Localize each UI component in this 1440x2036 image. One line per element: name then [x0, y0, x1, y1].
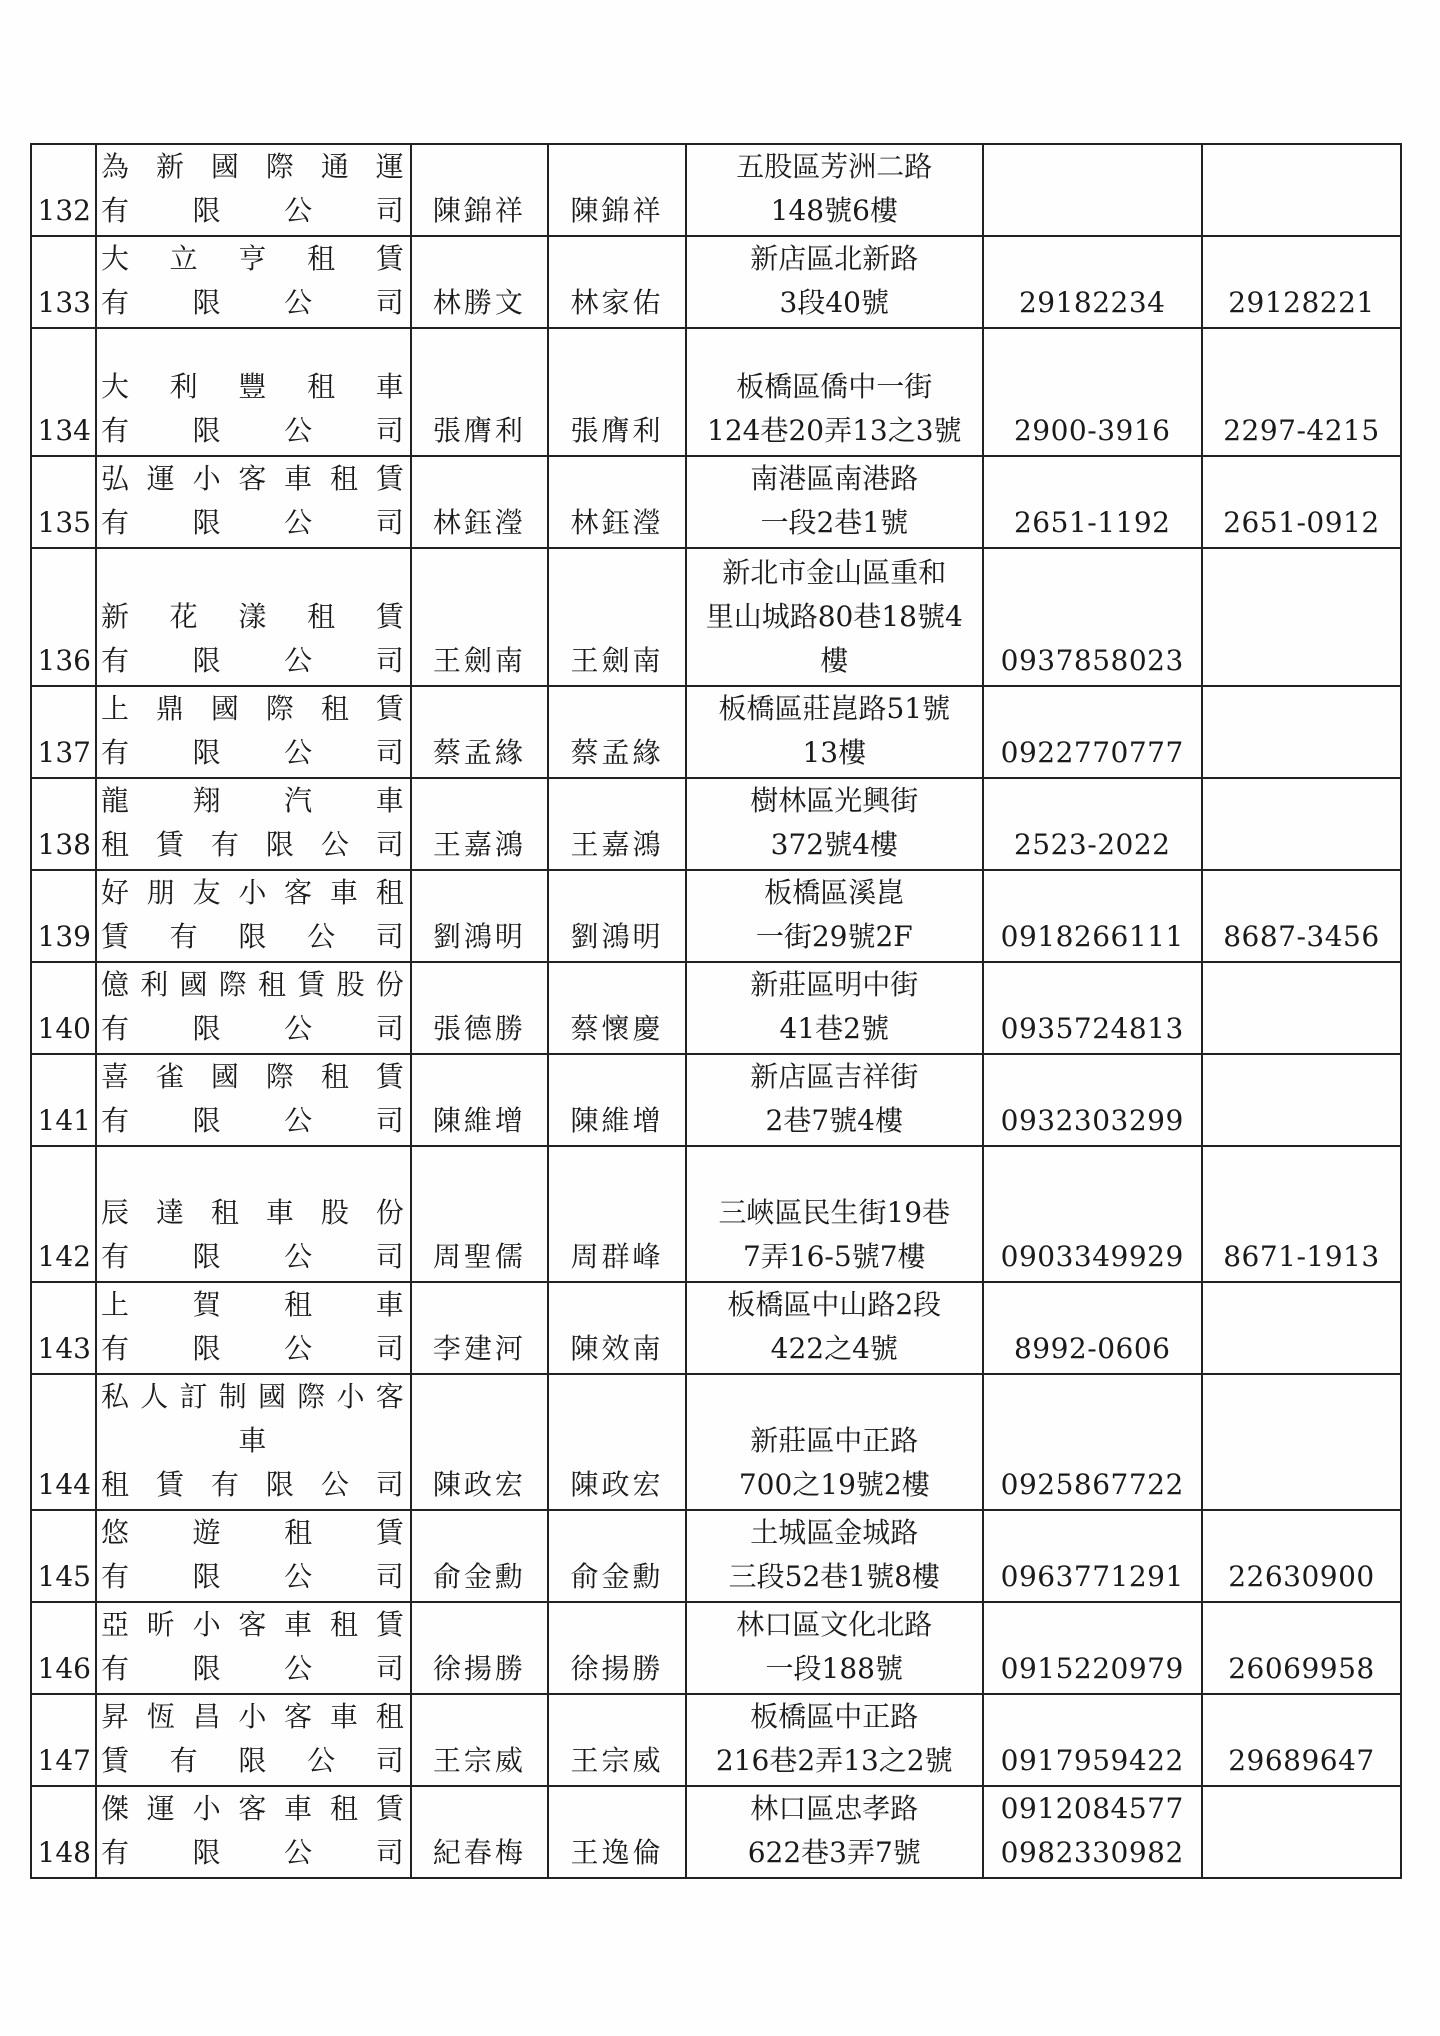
- company-name-cell: [96, 1282, 411, 1374]
- manager-name: 周群峰: [548, 1146, 686, 1282]
- text-line: 有限公司: [100, 1652, 406, 1685]
- phone-cell: [983, 778, 1202, 870]
- secondary-phone: [1202, 778, 1401, 870]
- text-line: 7弄16-5號7樓: [742, 1240, 926, 1273]
- phone-cell: [983, 236, 1202, 328]
- owner-name: 蔡孟緣: [411, 686, 548, 778]
- company-name-cell: [96, 328, 411, 456]
- address-cell: [686, 548, 983, 686]
- address-cell: [686, 456, 983, 548]
- text-line: 車: [238, 1424, 269, 1457]
- company-name-cell: [96, 236, 411, 328]
- company-name-cell: [96, 1054, 411, 1146]
- text-line: 有限公司: [100, 506, 406, 539]
- text-line: 0903349929: [1000, 1240, 1184, 1273]
- text-line: 板橋區中正路: [750, 1700, 919, 1733]
- owner-name: 王劍南: [411, 548, 548, 686]
- table-row: [31, 1786, 1401, 1878]
- table-row: [31, 1146, 1401, 1282]
- text-line: 賃有限公司: [100, 920, 406, 953]
- text-line: 新花漾租賃: [100, 600, 406, 633]
- text-line: 新莊區中正路: [750, 1424, 919, 1457]
- text-line: 板橋區莊崑路51號: [718, 692, 951, 725]
- phone-cell: [983, 1374, 1202, 1510]
- text-line: 龍翔汽車: [100, 784, 406, 817]
- owner-name: 周聖儒: [411, 1146, 548, 1282]
- text-line: 板橋區溪崑: [764, 876, 905, 909]
- text-line: 私人訂制國際小客: [100, 1380, 406, 1413]
- text-line: 新店區吉祥街: [750, 1060, 919, 1093]
- text-line: 上鼎國際租賃: [100, 692, 406, 725]
- company-name-cell: [96, 1374, 411, 1510]
- text-line: 好朋友小客車租: [100, 876, 406, 909]
- rental-company-table: [30, 143, 1402, 1879]
- text-line: 租賃有限公司: [100, 828, 406, 861]
- text-line: 0922770777: [1000, 736, 1184, 769]
- secondary-phone: [1202, 1282, 1401, 1374]
- text-line: 2651-1192: [1013, 506, 1171, 539]
- text-line: 林口區忠孝路: [750, 1792, 919, 1825]
- text-line: 0915220979: [1000, 1652, 1184, 1685]
- phone-cell: [983, 1602, 1202, 1694]
- text-line: 上賀租車: [100, 1288, 406, 1321]
- text-line: 林口區文化北路: [736, 1608, 933, 1641]
- text-line: 0937858023: [1000, 644, 1184, 677]
- company-name-cell: [96, 870, 411, 962]
- text-line: 里山城路80巷18號4: [705, 600, 963, 633]
- table-row: [31, 1054, 1401, 1146]
- secondary-phone: 2297-4215: [1202, 328, 1401, 456]
- text-line: 0912084577: [1000, 1792, 1184, 1825]
- secondary-phone: [1202, 1374, 1401, 1510]
- text-line: 有限公司: [100, 1240, 406, 1273]
- owner-name: 俞金勳: [411, 1510, 548, 1602]
- table-row: [31, 686, 1401, 778]
- row-number: 144: [31, 1374, 96, 1510]
- text-line: 辰達租車股份: [100, 1196, 406, 1229]
- manager-name: 王宗威: [548, 1694, 686, 1786]
- owner-name: 王嘉鴻: [411, 778, 548, 870]
- address-cell: [686, 1786, 983, 1878]
- secondary-phone: 8671-1913: [1202, 1146, 1401, 1282]
- manager-name: 陳錦祥: [548, 144, 686, 236]
- row-number: 145: [31, 1510, 96, 1602]
- owner-name: 張德勝: [411, 962, 548, 1054]
- manager-name: 陳效南: [548, 1282, 686, 1374]
- text-line: 29182234: [1018, 286, 1166, 319]
- text-line: 有限公司: [100, 1836, 406, 1869]
- text-line: 一街29號2F: [755, 920, 913, 953]
- address-cell: [686, 328, 983, 456]
- text-line: 有限公司: [100, 286, 406, 319]
- phone-cell: [983, 548, 1202, 686]
- text-line: 有限公司: [100, 1560, 406, 1593]
- text-line: 悠遊租賃: [100, 1516, 406, 1549]
- row-number: 132: [31, 144, 96, 236]
- text-line: 3段40號: [779, 286, 889, 319]
- table-row: [31, 1282, 1401, 1374]
- owner-name: 李建河: [411, 1282, 548, 1374]
- manager-name: 蔡懷慶: [548, 962, 686, 1054]
- company-name-cell: [96, 548, 411, 686]
- manager-name: 王逸倫: [548, 1786, 686, 1878]
- table-row: [31, 236, 1401, 328]
- manager-name: 俞金勳: [548, 1510, 686, 1602]
- row-number: 142: [31, 1146, 96, 1282]
- company-name-cell: [96, 778, 411, 870]
- text-line: 為新國際通運: [100, 150, 406, 183]
- company-name-cell: [96, 1146, 411, 1282]
- company-name-cell: [96, 962, 411, 1054]
- text-line: 0925867722: [1000, 1468, 1184, 1501]
- text-line: 有限公司: [100, 644, 406, 677]
- address-cell: [686, 1282, 983, 1374]
- text-line: 148號6樓: [770, 194, 898, 227]
- text-line: 216巷2弄13之2號: [715, 1744, 953, 1777]
- address-cell: [686, 1510, 983, 1602]
- address-cell: [686, 1602, 983, 1694]
- text-line: 板橋區僑中一街: [736, 370, 933, 403]
- manager-name: 王劍南: [548, 548, 686, 686]
- text-line: 土城區金城路: [750, 1516, 919, 1549]
- phone-cell: [983, 328, 1202, 456]
- secondary-phone: 26069958: [1202, 1602, 1401, 1694]
- owner-name: 陳錦祥: [411, 144, 548, 236]
- manager-name: 王嘉鴻: [548, 778, 686, 870]
- text-line: 2523-2022: [1013, 828, 1171, 861]
- text-line: 新北市金山區重和: [722, 556, 947, 589]
- text-line: 昇恆昌小客車租: [100, 1700, 406, 1733]
- manager-name: 蔡孟緣: [548, 686, 686, 778]
- text-line: 大立亨租賃: [100, 242, 406, 275]
- table-row: [31, 778, 1401, 870]
- text-line: 0963771291: [1000, 1560, 1184, 1593]
- row-number: 140: [31, 962, 96, 1054]
- owner-name: 劉鴻明: [411, 870, 548, 962]
- phone-cell: [983, 870, 1202, 962]
- text-line: 8992-0606: [1013, 1332, 1171, 1365]
- text-line: 三峽區民生街19巷: [718, 1196, 951, 1229]
- text-line: 有限公司: [100, 1012, 406, 1045]
- phone-cell: [983, 1146, 1202, 1282]
- text-line: 2巷7號4樓: [765, 1104, 903, 1137]
- phone-cell: [983, 144, 1202, 236]
- text-line: 622巷3弄7號: [747, 1836, 921, 1869]
- secondary-phone: [1202, 144, 1401, 236]
- table-row: [31, 144, 1401, 236]
- row-number: 143: [31, 1282, 96, 1374]
- address-cell: [686, 1146, 983, 1282]
- phone-cell: [983, 456, 1202, 548]
- row-number: 134: [31, 328, 96, 456]
- text-line: 41巷2號: [779, 1012, 889, 1045]
- text-line: 372號4樓: [770, 828, 898, 861]
- text-line: 一段188號: [765, 1652, 903, 1685]
- row-number: 137: [31, 686, 96, 778]
- manager-name: 徐揚勝: [548, 1602, 686, 1694]
- manager-name: 林家佑: [548, 236, 686, 328]
- owner-name: 紀春梅: [411, 1786, 548, 1878]
- table-body: [31, 144, 1401, 1878]
- company-name-cell: [96, 1786, 411, 1878]
- secondary-phone: [1202, 548, 1401, 686]
- secondary-phone: 2651-0912: [1202, 456, 1401, 548]
- owner-name: 王宗威: [411, 1694, 548, 1786]
- owner-name: 張膺利: [411, 328, 548, 456]
- text-line: 南港區南港路: [750, 462, 919, 495]
- text-line: 有限公司: [100, 736, 406, 769]
- text-line: 租賃有限公司: [100, 1468, 406, 1501]
- text-line: 700之19號2樓: [738, 1468, 930, 1501]
- owner-name: 陳政宏: [411, 1374, 548, 1510]
- manager-name: 劉鴻明: [548, 870, 686, 962]
- text-line: 亞昕小客車租賃: [100, 1608, 406, 1641]
- address-cell: [686, 778, 983, 870]
- text-line: 弘運小客車租賃: [100, 462, 406, 495]
- text-line: 有限公司: [100, 1104, 406, 1137]
- secondary-phone: [1202, 962, 1401, 1054]
- table-row: [31, 870, 1401, 962]
- row-number: 136: [31, 548, 96, 686]
- text-line: 新店區北新路: [750, 242, 919, 275]
- table-row: [31, 1374, 1401, 1510]
- table-row: [31, 456, 1401, 548]
- owner-name: 林勝文: [411, 236, 548, 328]
- owner-name: 林鈺瀅: [411, 456, 548, 548]
- table-row: [31, 1602, 1401, 1694]
- table-row: [31, 328, 1401, 456]
- secondary-phone: 8687-3456: [1202, 870, 1401, 962]
- secondary-phone: 22630900: [1202, 1510, 1401, 1602]
- text-line: 五股區芳洲二路: [736, 150, 933, 183]
- row-number: 139: [31, 870, 96, 962]
- phone-cell: [983, 1694, 1202, 1786]
- text-line: 124巷20弄13之3號: [707, 414, 962, 447]
- row-number: 135: [31, 456, 96, 548]
- address-cell: [686, 1694, 983, 1786]
- phone-cell: [983, 962, 1202, 1054]
- company-name-cell: [96, 686, 411, 778]
- row-number: 147: [31, 1694, 96, 1786]
- table-row: [31, 1510, 1401, 1602]
- secondary-phone: [1202, 686, 1401, 778]
- text-line: 0932303299: [1000, 1104, 1184, 1137]
- phone-cell: [983, 1054, 1202, 1146]
- phone-cell: [983, 686, 1202, 778]
- address-cell: [686, 144, 983, 236]
- address-cell: [686, 962, 983, 1054]
- text-line: 板橋區中山路2段: [727, 1288, 942, 1321]
- company-name-cell: [96, 1694, 411, 1786]
- text-line: 有限公司: [100, 194, 406, 227]
- secondary-phone: [1202, 1786, 1401, 1878]
- secondary-phone: 29689647: [1202, 1694, 1401, 1786]
- company-name-cell: [96, 144, 411, 236]
- phone-cell: [983, 1510, 1202, 1602]
- phone-cell: [983, 1786, 1202, 1878]
- address-cell: [686, 1374, 983, 1510]
- table-row: [31, 548, 1401, 686]
- text-line: 一段2巷1號: [760, 506, 909, 539]
- owner-name: 陳維增: [411, 1054, 548, 1146]
- company-name-cell: [96, 1510, 411, 1602]
- row-number: 141: [31, 1054, 96, 1146]
- address-cell: [686, 236, 983, 328]
- text-line: 0918266111: [1000, 920, 1184, 953]
- address-cell: [686, 686, 983, 778]
- text-line: 樓: [820, 644, 849, 677]
- text-line: 樹林區光興街: [750, 784, 919, 817]
- table-row: [31, 962, 1401, 1054]
- row-number: 133: [31, 236, 96, 328]
- secondary-phone: [1202, 1054, 1401, 1146]
- text-line: 大利豐租車: [100, 370, 406, 403]
- address-cell: [686, 870, 983, 962]
- row-number: 138: [31, 778, 96, 870]
- manager-name: 張膺利: [548, 328, 686, 456]
- text-line: 喜雀國際租賃: [100, 1060, 406, 1093]
- phone-cell: [983, 1282, 1202, 1374]
- text-line: 0982330982: [1000, 1836, 1184, 1869]
- text-line: 有限公司: [100, 1332, 406, 1365]
- manager-name: 陳政宏: [548, 1374, 686, 1510]
- text-line: 傑運小客車租賃: [100, 1792, 406, 1825]
- text-line: 億利國際租賃股份: [100, 968, 406, 1001]
- text-line: 13樓: [802, 736, 867, 769]
- text-line: 422之4號: [770, 1332, 898, 1365]
- text-line: 2900-3916: [1013, 414, 1171, 447]
- company-name-cell: [96, 456, 411, 548]
- text-line: 三段52巷1號8樓: [728, 1560, 940, 1593]
- text-line: 0935724813: [1000, 1012, 1184, 1045]
- text-line: 新莊區明中街: [750, 968, 919, 1001]
- row-number: 146: [31, 1602, 96, 1694]
- table-row: [31, 1694, 1401, 1786]
- secondary-phone: 29128221: [1202, 236, 1401, 328]
- company-name-cell: [96, 1602, 411, 1694]
- text-line: 賃有限公司: [100, 1744, 406, 1777]
- row-number: 148: [31, 1786, 96, 1878]
- text-line: 有限公司: [100, 414, 406, 447]
- manager-name: 林鈺瀅: [548, 456, 686, 548]
- manager-name: 陳維增: [548, 1054, 686, 1146]
- address-cell: [686, 1054, 983, 1146]
- owner-name: 徐揚勝: [411, 1602, 548, 1694]
- text-line: 0917959422: [1000, 1744, 1184, 1777]
